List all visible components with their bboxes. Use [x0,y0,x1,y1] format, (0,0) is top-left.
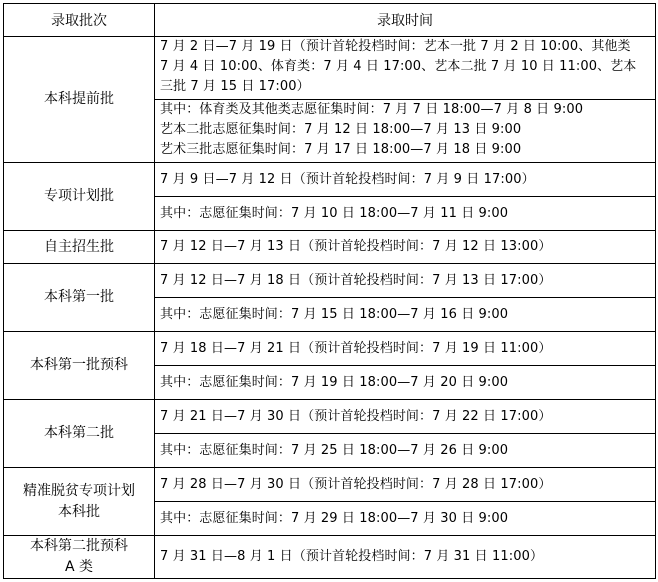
admission-schedule-table [3,3,656,579]
table-row [4,163,656,197]
time-cell [155,197,656,231]
time-line: 其中：志愿征集时间：7 月 25 日 18:00—7 月 26 日 9:00 [160,442,509,458]
time-cell [155,163,656,197]
time-line: 艺本二批志愿征集时间：7 月 12 日 18:00—7 月 13 日 9:00 [160,122,522,137]
time-line: 其中：志愿征集时间：7 月 15 日 18:00—7 月 16 日 9:00 [160,306,509,322]
time-line: 其中：体育类及其他类志愿征集时间：7 月 7 日 18:00—7 月 8 日 9:00 [160,102,584,117]
table-row [4,37,656,100]
time-cell [155,502,656,536]
table-row [4,400,656,434]
table-row [4,264,656,298]
time-line: 7 月 28 日—7 月 30 日（预计首轮投档时间：7 月 28 日 17:00） [160,476,552,492]
time-cell [155,332,656,366]
batch-cell: 本科第一批预科 [4,332,155,400]
time-line: 7 月 12 日—7 月 13 日（预计首轮投档时间：7 月 12 日 13:00） [160,239,552,254]
time-cell [155,536,656,579]
time-cell [155,264,656,298]
time-cell [155,231,656,264]
batch-cell [4,468,155,536]
table-row [4,231,656,264]
batch-cell: 本科第一批 [4,264,155,332]
header-row [4,4,656,37]
batch-line: 精准脱贫专项计划 [23,482,135,499]
time-line: 其中：志愿征集时间：7 月 19 日 18:00—7 月 20 日 9:00 [160,374,509,390]
time-line: 7 月 9 日—7 月 12 日（预计首轮投档时间：7 月 9 日 17:00） [160,171,535,187]
time-line: 其中：志愿征集时间：7 月 29 日 18:00—7 月 30 日 9:00 [160,510,509,526]
batch-cell: 自主招生批 [4,231,155,264]
batch-cell: 本科第二批 [4,400,155,468]
table-row [4,468,656,502]
time-cell [155,298,656,332]
batch-cell: 专项计划批 [4,163,155,231]
time-cell [155,434,656,468]
time-cell [155,37,656,100]
time-line: 7 月 12 日—7 月 18 日（预计首轮投档时间：7 月 13 日 17:00） [160,272,552,288]
table-row [4,332,656,366]
batch-cell [4,536,155,579]
time-line: 7 月 18 日—7 月 21 日（预计首轮投档时间：7 月 19 日 11:00） [160,340,552,356]
header-batch: 录取批次 [4,4,155,37]
time-line: 7 月 21 日—7 月 30 日（预计首轮投档时间：7 月 22 日 17:00） [160,408,552,424]
time-cell [155,100,656,163]
time-cell [155,468,656,502]
time-line: 其中：志愿征集时间：7 月 10 日 18:00—7 月 11 日 9:00 [160,205,509,221]
time-cell [155,366,656,400]
header-time: 录取时间 [155,4,656,37]
table-row [4,536,656,579]
time-line: 7 月 31 日—8 月 1 日（预计首轮投档时间：7 月 31 日 11:00） [160,549,544,564]
batch-line: A 类 [64,559,94,575]
batch-cell: 本科提前批 [4,37,155,163]
batch-line: 本科批 [58,503,100,520]
batch-line: 本科第二批预科 [30,538,128,554]
time-line: 艺术三批志愿征集时间：7 月 17 日 18:00—7 月 18 日 9:00 [160,142,522,157]
time-line: 7 月 2 日—7 月 19 日（预计首轮投档时间：艺本一批 7 月 2 日 10:00、其他类 [160,39,631,54]
time-line: 三批 7 月 15 日 17:00） [160,79,310,94]
time-cell [155,400,656,434]
time-line: 7 月 4 日 10:00、体育类：7 月 4 日 17:00、艺本二批 7 月 10 日 11:00、艺本 [160,59,637,74]
